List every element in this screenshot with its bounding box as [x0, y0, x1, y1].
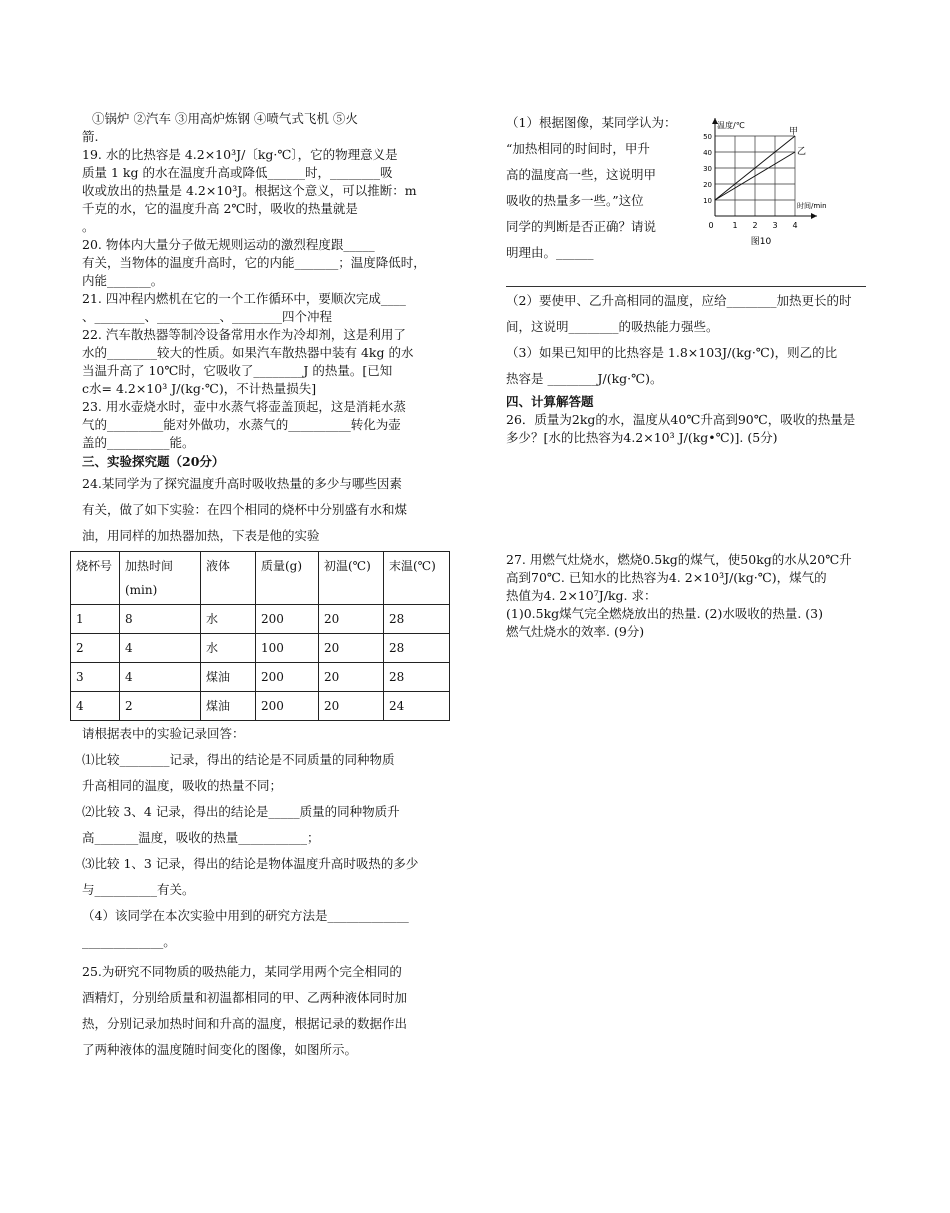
q19-line: 收或放出的热量是 4.2×10³J。根据这个意义，可以推断：m	[82, 183, 417, 198]
figure-caption: 图10	[750, 237, 772, 247]
q20-line: 20. 物体内大量分子做无规则运动的激烈程度跟_____	[82, 237, 375, 252]
q24-answer-line: ⑴比较________记录，得出的结论是不同质量的同种物质	[82, 752, 395, 767]
y-tick-label: 20	[703, 181, 712, 189]
q24-answer-line: ⑵比较 3、4 记录，得出的结论是_____质量的同种物质升	[82, 804, 400, 819]
section-4-heading: 四、计算解答题	[506, 394, 594, 409]
q24-intro: 24.某同学为了探究温度升高时吸收热量的多少与哪些因素	[82, 476, 402, 491]
q25-1-line: 高的温度高一些，这说明甲	[506, 167, 657, 182]
q27-line: (1)0.5kg煤气完全燃烧放出的热量. (2)水吸收的热量. (3)	[506, 606, 823, 621]
q22-line: 当温升高了 10℃时，它吸收了________J 的热量。[已知	[82, 363, 393, 378]
x-tick-label: 3	[772, 221, 778, 230]
table-header: 液体	[201, 552, 256, 605]
q19-line: 19. 水的比热容是 4.2×10³J/〔kg·℃〕，它的物理意义是	[82, 147, 398, 162]
table-header: 加热时间(min)	[120, 552, 201, 605]
q25-line: 25.为研究不同物质的吸热能力，某同学用两个完全相同的	[82, 964, 402, 979]
q22-line: c水= 4.2×10³ J/(kg·℃)，不计热量损失]	[82, 381, 317, 396]
q25-2-block	[506, 288, 868, 392]
left-column	[76, 110, 450, 1063]
q20-line: 有关，当物体的温度升高时，它的内能_______；温度降低时，	[82, 255, 426, 270]
table-cell: 20	[319, 634, 384, 663]
q23-line: 23. 用水壶烧水时，壶中水蒸气将壶盖顶起，这是消耗水蒸	[82, 399, 406, 414]
q25-1-line: 吸收的热量多一些。”这位	[506, 193, 644, 208]
divider-line	[506, 286, 866, 287]
section-3-heading: 三、实验探究题（20分）	[82, 454, 225, 469]
q27-line: 高到70℃. 已知水的比热容为4. 2×10³J/(kg·℃)，煤气的	[506, 570, 827, 585]
q26-line: 26．质量为2kg的水，温度从40℃升高到90℃，吸收的热量是	[506, 412, 856, 427]
temperature-time-chart	[703, 108, 851, 268]
table-cell: 3	[71, 663, 120, 692]
q25-1-block	[506, 110, 691, 266]
table-cell: 24	[384, 692, 450, 721]
table-cell: 8	[120, 605, 201, 634]
table-cell: 4	[71, 692, 120, 721]
y-tick-label: 10	[703, 197, 712, 205]
series-label: 甲	[789, 127, 799, 137]
x-tick-label: 2	[752, 221, 758, 230]
table-cell: 4	[120, 663, 201, 692]
table-cell: 200	[256, 663, 319, 692]
table-header-row	[71, 552, 450, 605]
q25-line: 热，分别记录加热时间和升高的温度，根据记录的数据作出	[82, 1016, 408, 1031]
series-label: 乙	[797, 147, 807, 157]
x-tick-label: 4	[792, 221, 798, 230]
q24-answer-line: （4）该同学在本次实验中用到的研究方法是_____________	[82, 908, 409, 923]
table-cell: 2	[71, 634, 120, 663]
y-tick-label: 30	[703, 165, 712, 173]
table-cell: 200	[256, 605, 319, 634]
table-cell: 28	[384, 605, 450, 634]
table-row	[71, 663, 450, 692]
table-cell: 20	[319, 605, 384, 634]
q24-answer-line: _____________。	[82, 934, 176, 949]
q18-options-tail: 箭.	[82, 129, 99, 144]
table-cell: 2	[120, 692, 201, 721]
y-tick-label: 40	[703, 149, 712, 157]
q20-line: 内能_______。	[82, 273, 164, 288]
q23-line: 气的_________能对外做功，水蒸气的__________转化为壶	[82, 417, 401, 432]
q24-answer-line: ⑶比较 1、3 记录，得出的结论是物体温度升高时吸热的多少	[82, 856, 419, 871]
table-cell: 100	[256, 634, 319, 663]
q24-answer-line: 请根据表中的实验记录回答：	[82, 726, 245, 741]
x-axis-label: 时间/min	[797, 202, 827, 210]
q25-3-line: （3）如果已知甲的比热容是 1.8×103J/(kg·℃)，则乙的比	[506, 345, 838, 360]
q19-line: 质量 1 kg 的水在温度升高或降低______时，________吸	[82, 165, 393, 180]
q25-2-line: 间，这说明________的吸热能力强些。	[506, 319, 719, 334]
x-tick-label: 1	[732, 221, 738, 230]
table-cell: 煤油	[201, 663, 256, 692]
q24-answer-line: 与__________有关。	[82, 882, 195, 897]
q25-line: 了两种液体的温度随时间变化的图像，如图所示。	[82, 1042, 358, 1057]
q25-3-line: 热容是 ________J/(kg·℃)。	[506, 371, 663, 386]
table-cell: 20	[319, 663, 384, 692]
table-row	[71, 605, 450, 634]
table-cell: 1	[71, 605, 120, 634]
q27-line: 燃气灶烧水的效率. (9分)	[506, 624, 645, 639]
q21-line: 21. 四冲程内燃机在它的一个工作循环中，要顺次完成____	[82, 291, 406, 306]
table-cell: 200	[256, 692, 319, 721]
q25-1-line: 明理由。______	[506, 245, 594, 260]
table-row	[71, 692, 450, 721]
x-tick-label: 0	[708, 221, 714, 230]
q18-options: ①锅炉 ②汽车 ③用高炉炼钢 ④喷气式飞机 ⑤火	[92, 111, 358, 126]
q25-1-line: “加热相同的时间时，甲升	[506, 141, 650, 156]
table-cell: 煤油	[201, 692, 256, 721]
table-cell: 水	[201, 634, 256, 663]
table-cell: 28	[384, 634, 450, 663]
q27-line: 27. 用燃气灶烧水，燃烧0.5kg的煤气，使50kg的水从20℃升	[506, 552, 852, 567]
figure-10	[703, 108, 851, 268]
q25-2-line: （2）要使甲、乙升高相同的温度，应给________加热更长的时	[506, 293, 852, 308]
q24-intro: 有关，做了如下实验：在四个相同的烧杯中分别盛有水和煤	[82, 502, 408, 517]
x-axis-arrow	[811, 213, 817, 219]
q25-1-line: 同学的判断是否正确？请说	[506, 219, 657, 234]
table-row	[71, 634, 450, 663]
y-axis-label: 温度/℃	[717, 121, 745, 130]
q24-answer-line: 升高相同的温度，吸收的热量不同；	[82, 778, 283, 793]
q22-line: 水的________较大的性质。如果汽车散热器中装有 4kg 的水	[82, 345, 414, 360]
q26-answer-space	[506, 447, 868, 551]
q26-line: 多少？[水的比热容为4.2×10³ J/(kg•℃)]. (5分)	[506, 430, 778, 445]
q23-line: 盖的__________能。	[82, 435, 195, 450]
table-cell: 4	[120, 634, 201, 663]
q24-answer-line: 高_______温度，吸收的热量___________；	[82, 830, 320, 845]
q25-1-line: （1）根据图像，某同学认为：	[506, 115, 677, 130]
table-header: 末温(℃)	[384, 552, 450, 605]
q19-line: 。	[82, 219, 95, 234]
q24-intro: 油，用同样的加热器加热，下表是他的实验	[82, 528, 320, 543]
q19-line: 千克的水，它的温度升高 2℃时，吸收的热量就是	[82, 201, 358, 216]
table-cell: 水	[201, 605, 256, 634]
q27-line: 热值为4. 2×10⁷J/kg. 求：	[506, 588, 657, 603]
table-header: 质量(g)	[256, 552, 319, 605]
q22-line: 22. 汽车散热器等制冷设备常用水作为冷却剂，这是利用了	[82, 327, 406, 342]
table-header: 初温(℃)	[319, 552, 384, 605]
experiment-table	[70, 551, 450, 721]
table-cell: 28	[384, 663, 450, 692]
q21-line: 、________、__________、________四个冲程	[82, 309, 333, 324]
q25-line: 酒精灯，分别给质量和初温都相同的甲、乙两种液体同时加	[82, 990, 408, 1005]
table-cell: 20	[319, 692, 384, 721]
y-tick-label: 50	[703, 133, 712, 141]
table-header: 烧杯号	[71, 552, 120, 605]
